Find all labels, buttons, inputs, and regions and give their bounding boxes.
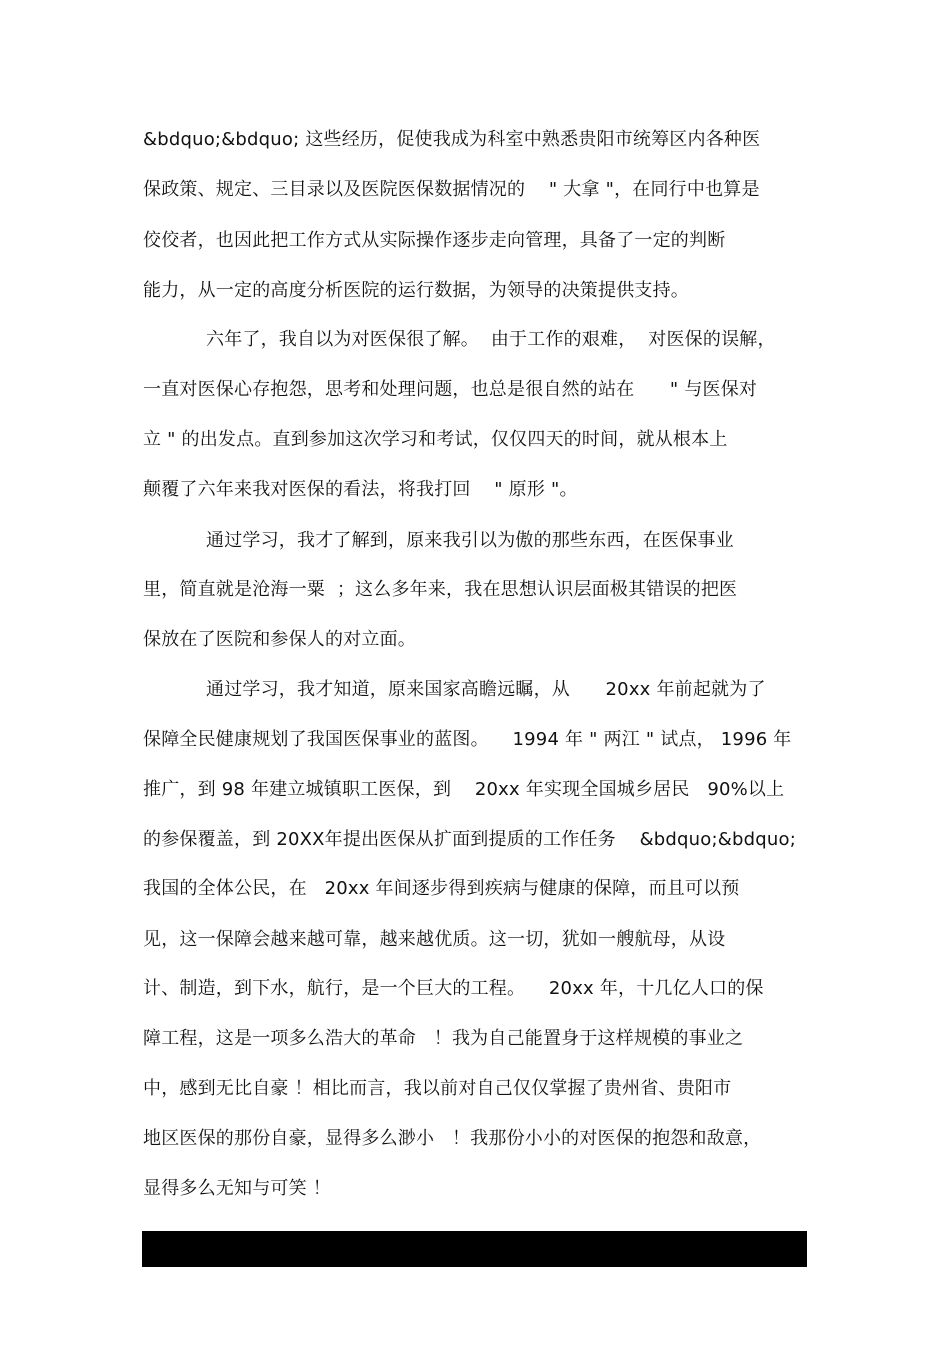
text-line: 能力，从一定的高度分析医院的运行数据，为领导的决策提供支持。 (143, 280, 689, 301)
text-line: 计、制造，到下水，航行，是一个巨大的工程。 20xx 年，十几亿人口的保 (143, 978, 764, 999)
paragraph-first-line: 通过学习，我才了解到，原来我引以为傲的那些东西，在医保事业 (206, 530, 734, 551)
text-line: 地区医保的那份自豪，显得多么渺小 ！我那份小小的对医保的抱怨和敌意， (143, 1128, 762, 1149)
text-line: 中，感到无比自豪 ！相比而言，我以前对自己仅仅掌握了贵州省、贵阳市 (143, 1078, 732, 1099)
text-line: &bdquo;&bdquo; 这些经历，促使我成为科室中熟悉贵阳市统筹区内各种医 (143, 129, 761, 150)
text-line: 保障全民健康规划了我国医保事业的蓝图。 1994 年 " 两江 " 试点， 1996 年 (143, 729, 792, 750)
redaction-bar (142, 1231, 807, 1267)
paragraph-first-line: 通过学习，我才知道，原来国家高瞻远瞩，从 20xx 年前起就为了 (206, 679, 766, 700)
text-line: 一直对医保心存抱怨，思考和处理问题，也总是很自然的站在 " 与医保对 (143, 379, 758, 400)
text-line: 立 " 的出发点。直到参加这次学习和考试，仅仅四天的时间，就从根本上 (143, 429, 728, 450)
text-line: 里，简直就是沧海一粟 ；这么多年来，我在思想认识层面极其错误的把医 (143, 579, 738, 600)
text-line: 保放在了医院和参保人的对立面。 (143, 629, 416, 650)
text-line: 推广，到 98 年建立城镇职工医保，到 20xx 年实现全国城乡居民 90%以上 (143, 779, 785, 800)
text-line: 的参保覆盖，到 20XX年提出医保从扩面到提质的工作任务 &bdquo;&bdquo; (143, 829, 796, 850)
text-line: 佼佼者，也因此把工作方式从实际操作逐步走向管理，具备了一定的判断 (143, 230, 726, 251)
text-line: 我国的全体公民，在 20xx 年间逐步得到疾病与健康的保障，而且可以预 (143, 878, 740, 899)
text-line: 障工程，这是一项多么浩大的革命 ！我为自己能置身于这样规模的事业之 (143, 1028, 744, 1049)
text-line: 颠覆了六年来我对医保的看法，将我打回 " 原形 "。 (143, 479, 578, 500)
paragraph-first-line: 六年了，我自以为对医保很了解。 由于工作的艰难， 对医保的误解， (206, 329, 776, 350)
text-line: 显得多么无知与可笑 ！ (143, 1178, 331, 1199)
text-line: 见，这一保障会越来越可靠，越来越优质。这一切，犹如一艘航母，从设 (143, 929, 726, 950)
text-line: 保政策、规定、三目录以及医院医保数据情况的 " 大拿 "，在同行中也算是 (143, 179, 760, 200)
